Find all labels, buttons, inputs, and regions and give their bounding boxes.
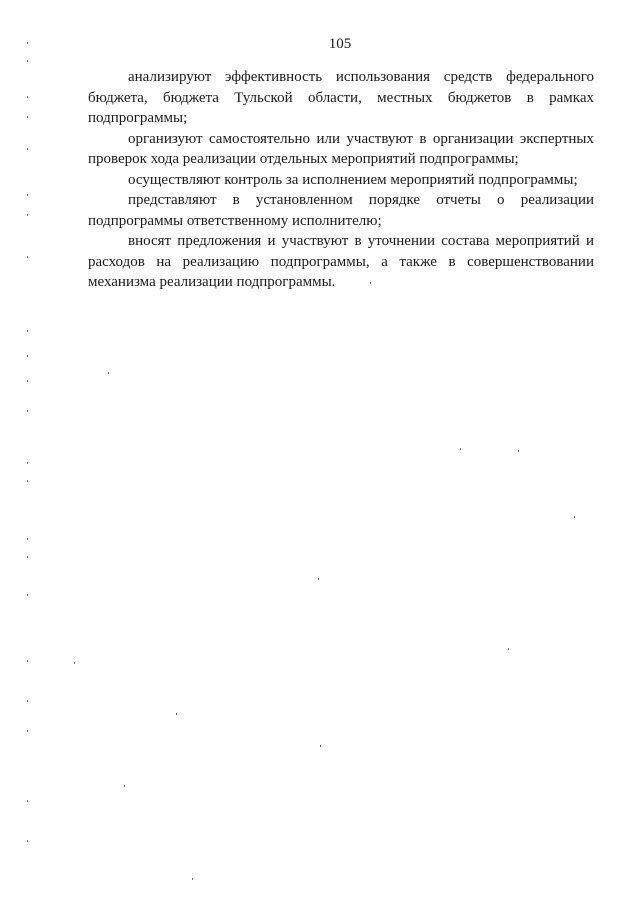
paragraph-control: осуществляют контроль за исполнением мероприятий подпрограммы; <box>128 171 578 188</box>
scan-speck <box>27 380 28 382</box>
scan-speck <box>27 256 28 258</box>
paragraph-organize: организуют самостоятельно или участвуют в организации экспертных проверок хода реализации отдельных мероприятий подпрограммы; <box>88 130 594 167</box>
scan-speck <box>27 840 28 842</box>
scan-speck <box>27 214 28 216</box>
scan-speck <box>176 713 177 715</box>
scan-speck <box>108 372 109 374</box>
paragraph-report: представляют в установленном порядке отчеты о реализации подпрограммы ответственному исполнителю; <box>88 192 594 229</box>
scan-speck <box>27 410 28 412</box>
scan-speck <box>27 148 28 150</box>
scan-speck <box>27 538 28 540</box>
scan-speck <box>27 42 28 44</box>
scan-speck <box>518 450 519 452</box>
scan-speck <box>74 662 75 664</box>
scan-speck <box>27 700 28 702</box>
scan-speck <box>27 800 28 802</box>
page-number: 105 <box>328 36 352 52</box>
scan-speck <box>27 116 28 118</box>
scan-speck <box>192 878 193 880</box>
scan-speck <box>27 96 28 98</box>
scan-speck <box>508 648 509 650</box>
scan-speck <box>27 660 28 662</box>
document-body <box>88 67 594 293</box>
scan-speck <box>320 745 321 747</box>
scan-speck <box>124 785 125 787</box>
scan-speck <box>27 330 28 332</box>
scan-speck <box>460 448 461 450</box>
scan-speck <box>27 462 28 464</box>
scan-speck <box>27 355 28 357</box>
scan-speck <box>318 578 319 580</box>
scan-speck <box>27 594 28 596</box>
scan-speck <box>27 730 28 732</box>
scan-speck <box>27 480 28 482</box>
scan-speck <box>574 516 575 518</box>
paragraph-proposals: вносят предложения и участвуют в уточнении состава мероприятий и расходов на реализацию подпрограммы, а также в совершенствовании механизма реализации подпрограммы. <box>88 233 594 290</box>
scan-speck <box>27 60 28 62</box>
scan-speck <box>27 194 28 196</box>
scan-speck <box>370 282 371 284</box>
scan-speck <box>27 556 28 558</box>
paragraph-analyze: анализируют эффективность использования средств федерального бюджета, бюджета Тульской области, местных бюджетов в рамках подпрограммы; <box>88 69 594 126</box>
